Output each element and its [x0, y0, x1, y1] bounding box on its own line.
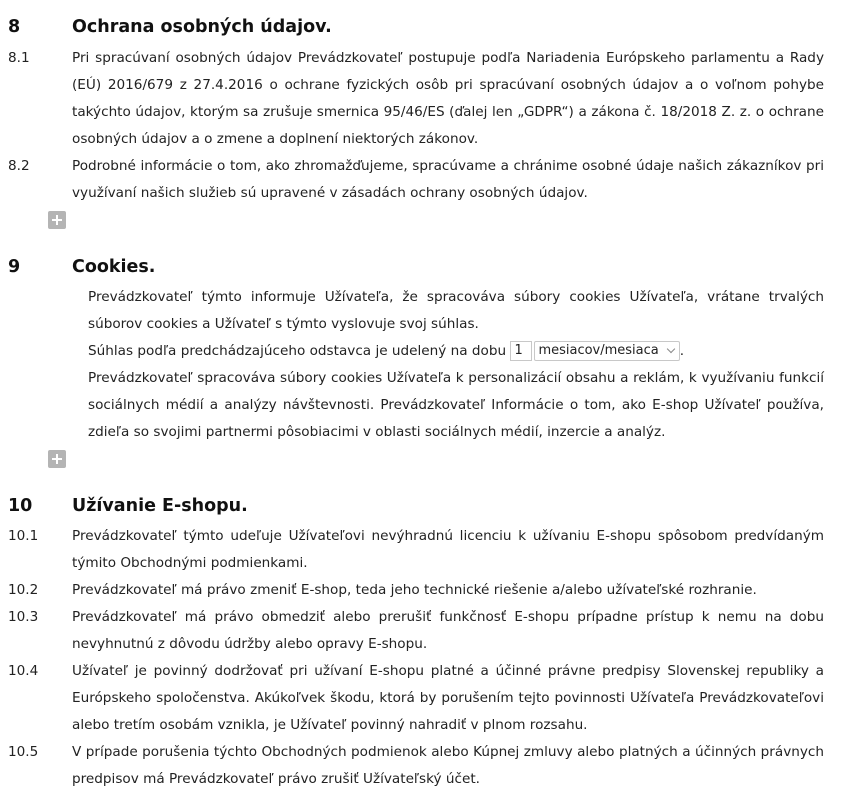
section-number: 8	[8, 17, 21, 37]
clause-number: 8.2	[8, 158, 30, 174]
clause-text: Prevádzkovateľ má právo zmeniť E-shop, teda jeho technické riešenie a/alebo užívateľské rozhranie.	[72, 582, 757, 598]
section-number: 10	[8, 496, 33, 516]
clause-text: V prípade porušenia týchto Obchodných podmienok alebo Kúpnej zmluvy alebo platných a účinných právnych predpisov má Prevádzkovateľ právo zrušiť Užívateľský účet.	[72, 744, 824, 787]
duration-unit-select[interactable]	[534, 341, 679, 361]
clause-text: Pri spracúvaní osobných údajov Prevádzkovateľ postupuje podľa Nariadenia Európskeho parlamentu a Rady (EÚ) 2016/679 z 27.4.2016 o ochrane fyzických osôb pri spracúvaní osobných údajov a o voľnom pohybe takýchto údajov, ktorým sa zrušuje smernica 95/46/ES (ďalej len „GDPR“) a zákona č. 18/2018 Z. z. o ochrane osobných údajov a o zmene a doplnení niektorých zákonov.	[72, 50, 824, 147]
duration-number-input[interactable]: 1	[510, 341, 532, 361]
clause-number: 10.3	[8, 609, 39, 625]
expand-plus-icon[interactable]	[48, 211, 66, 229]
expand-plus-icon[interactable]	[48, 450, 66, 468]
clause-text: Podrobné informácie o tom, ako zhromažďujeme, spracúvame a chránime osobné údaje našich zákazníkov pri využívaní našich služieb sú upravené v zásadách ochrany osobných údajov.	[72, 158, 824, 201]
clause-number: 10.4	[8, 663, 39, 679]
chevron-down-icon	[667, 345, 675, 353]
section-title: Ochrana osobných údajov.	[72, 17, 332, 37]
section-title: Cookies.	[72, 257, 156, 277]
section-title: Užívanie E-shopu.	[72, 496, 248, 516]
clause-number: 8.1	[8, 50, 30, 66]
section-8-heading	[0, 17, 845, 41]
consent-suffix: .	[679, 343, 685, 359]
section-9-heading	[0, 257, 845, 281]
clause-number: 10.1	[8, 528, 39, 544]
clause-text: Užívateľ je povinný dodržovať pri užívaní E-shopu platné a účinné právne predpisy Slovenskej republiky a Európskeho spoločenstva. Akúkoľvek škodu, ktorá by porušením tejto povinnosti Užívateľa Prevádzkovateľovi alebo tretím osobám vznikla, je Užívateľ povinný nahradiť v plnom rozsahu.	[72, 663, 824, 733]
consent-duration-line	[88, 338, 684, 365]
clause-text: Prevádzkovateľ má právo obmedziť alebo prerušiť funkčnosť E-shopu prípadne prístup k nemu na dobu nevyhnutnú z dôvodu údržby alebo opravy E-shopu.	[72, 609, 824, 652]
section-number: 9	[8, 257, 21, 277]
cookies-paragraph-1: Prevádzkovateľ týmto informuje Užívateľa, že spracováva súbory cookies Užívateľa, vrátane trvalých súborov cookies a Užívateľ s týmto vyslovuje svoj súhlas.	[88, 289, 824, 332]
consent-prefix: Súhlas podľa predchádzajúceho odstavca je udelený na dobu	[88, 343, 507, 359]
duration-unit-value: mesiacov/mesiaca	[538, 343, 659, 358]
cookies-paragraph-2: Prevádzkovateľ spracováva súbory cookies Užívateľa k personalizácií obsahu a reklám, k využívaniu funkcií sociálnych médií a analýzy návštevnosti. Prevádzkovateľ Informácie o tom, ako E-shop Užívateľ používa, zdieľa so svojimi partnermi pôsobiacimi v oblasti sociálnych médií, inzercie a analýz.	[88, 370, 824, 440]
section-10-heading	[0, 496, 845, 520]
clause-number: 10.5	[8, 744, 39, 760]
clause-text: Prevádzkovateľ týmto udeľuje Užívateľovi nevýhradnú licenciu k užívaniu E-shopu spôsobom predvídaným týmito Obchodnými podmienkami.	[72, 528, 824, 571]
clause-number: 10.2	[8, 582, 39, 598]
